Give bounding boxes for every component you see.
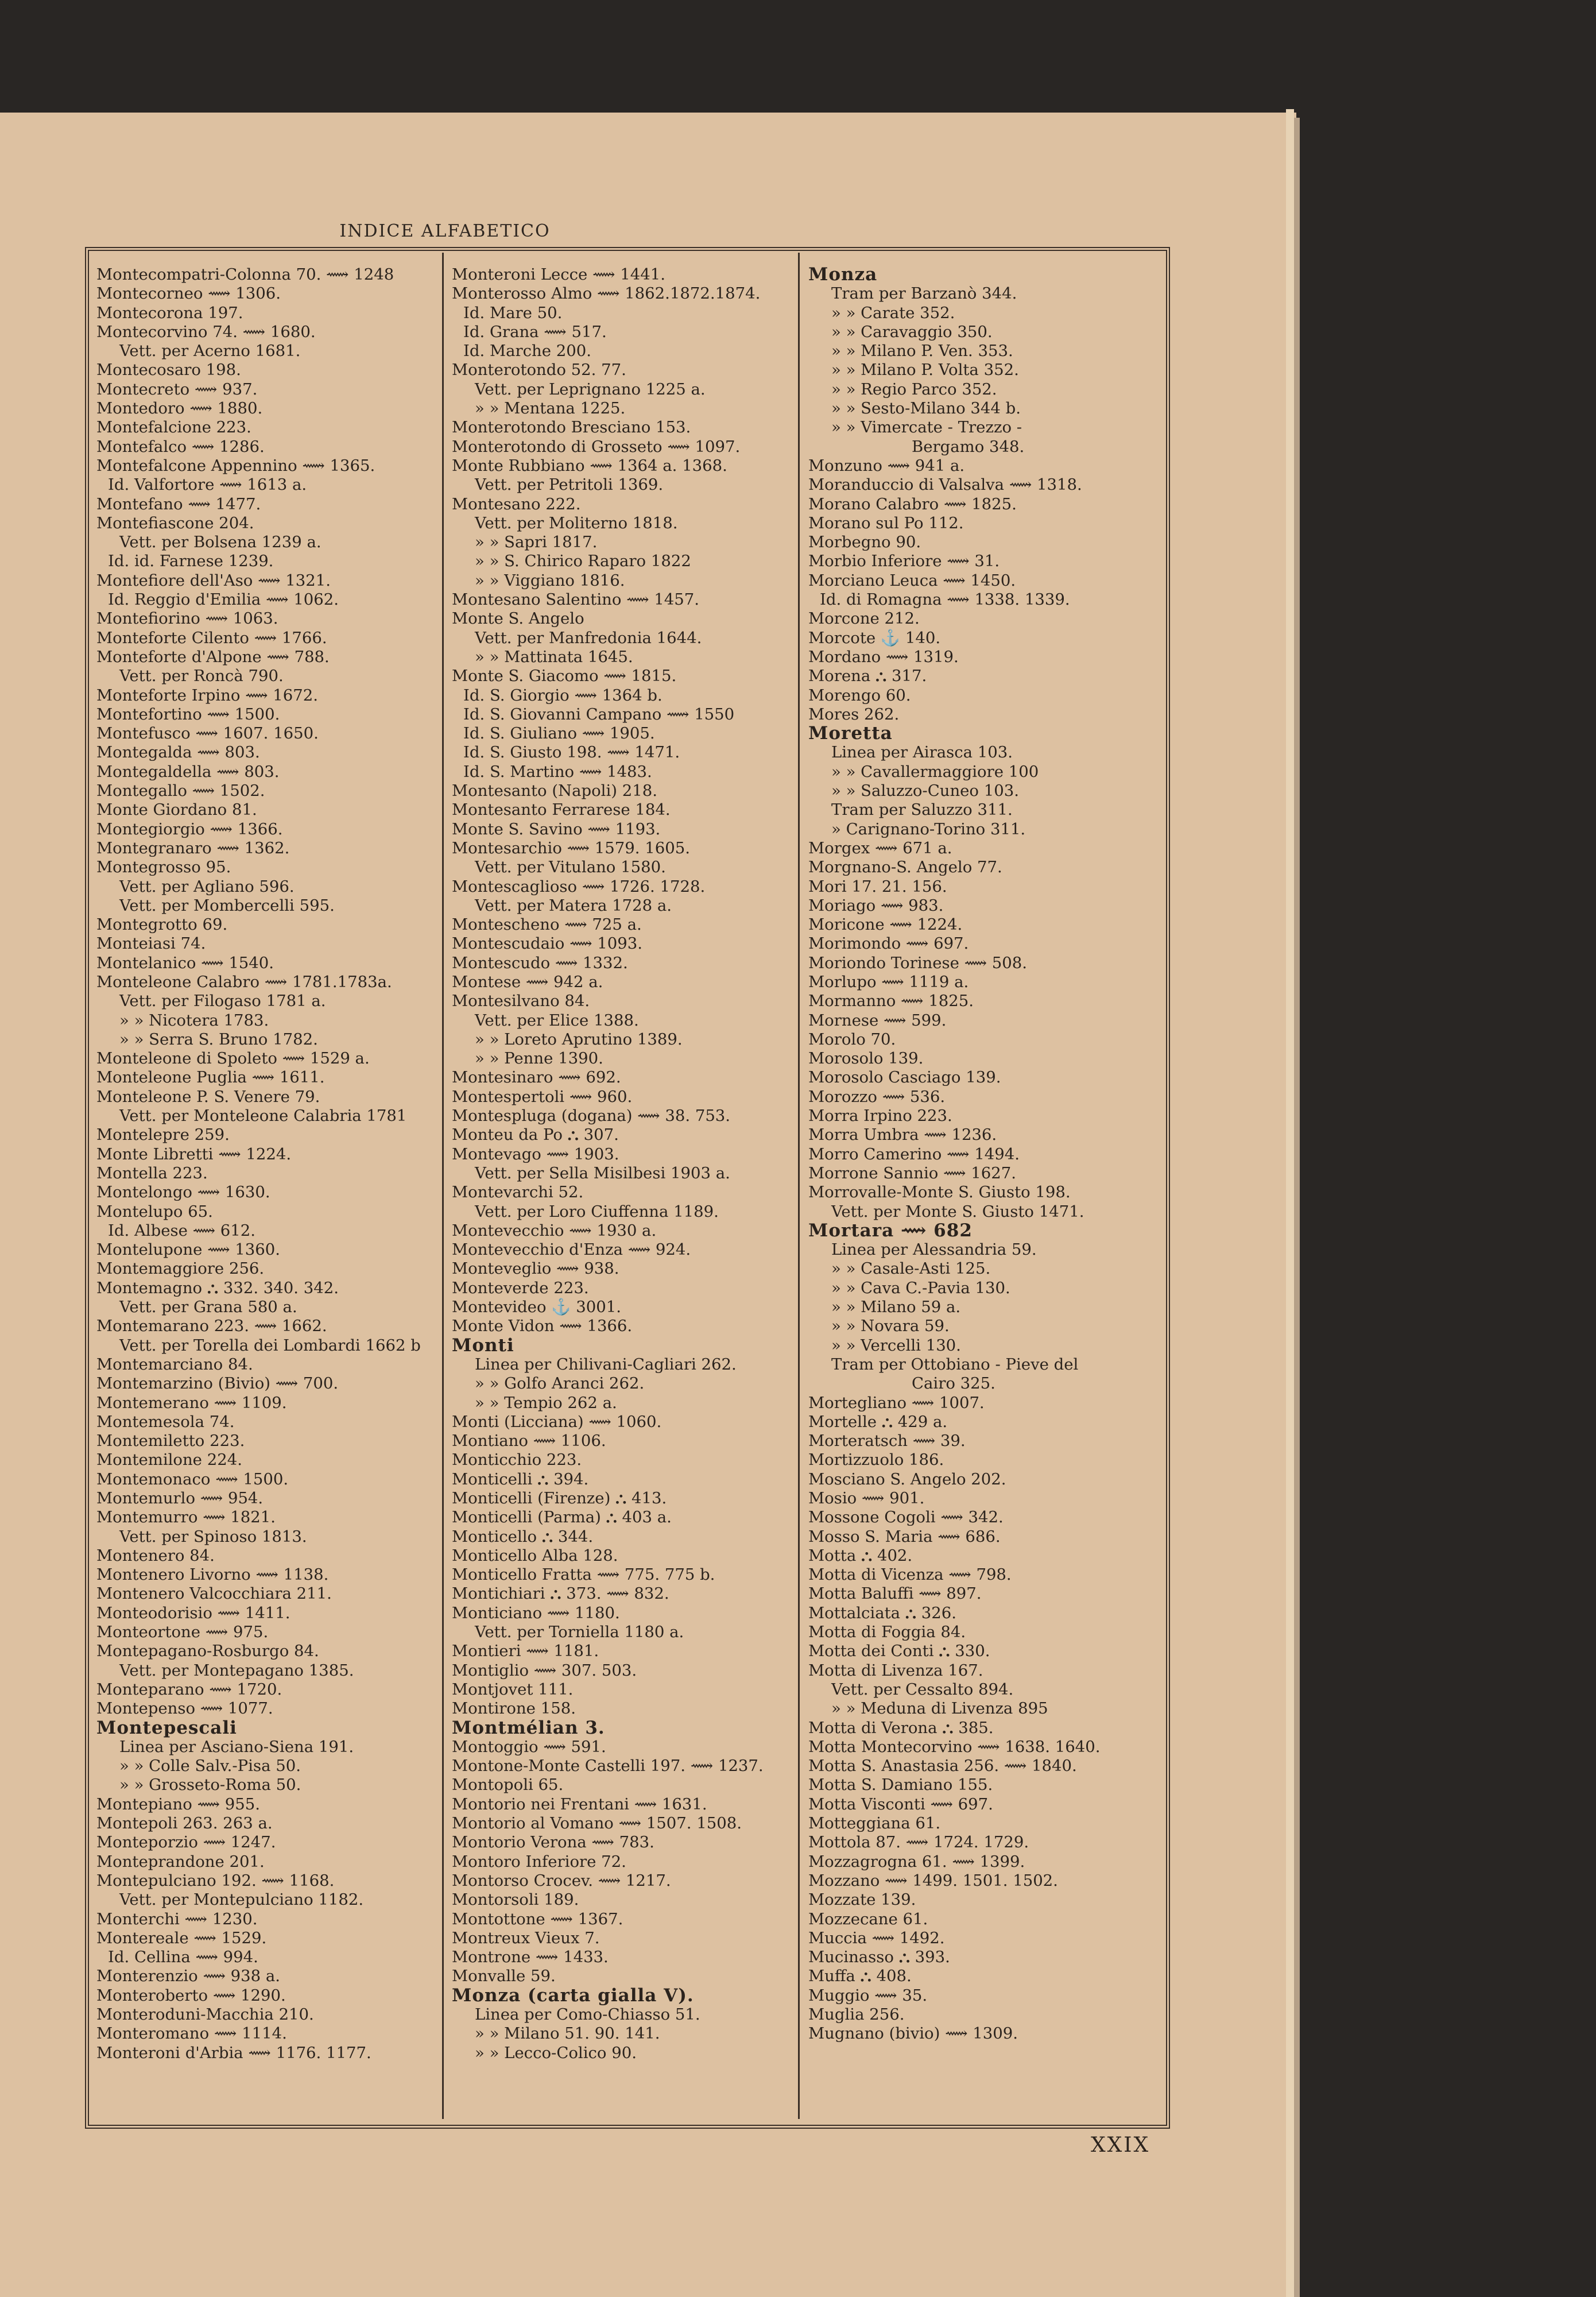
index-entry: Vett. per Bolsena 1239 a. <box>119 533 321 552</box>
index-entry: Morano Calabro ⟿ 1825. <box>808 494 1017 513</box>
index-entry: Monteleone Calabro ⟿ 1781.1783a. <box>96 972 392 991</box>
index-entry: Monteveglio ⟿ 938. <box>452 1259 619 1278</box>
index-entry: Montesanto Ferrarese 184. <box>452 801 671 819</box>
index-entry: Muccia ⟿ 1492. <box>808 1928 945 1947</box>
index-entry: Mucinasso ⛬ 393. <box>808 1948 950 1967</box>
index-entry: Id. Marche 200. <box>463 342 592 361</box>
index-entry: Montefalcone Appennino ⟿ 1365. <box>96 456 375 475</box>
index-entry: Muffa ⛬ 408. <box>808 1967 912 1986</box>
index-entry: » » Milano P. Volta 352. <box>831 361 1019 380</box>
index-entry: » » Saluzzo-Cuneo 103. <box>831 782 1019 801</box>
index-entry: Monteortone ⟿ 975. <box>96 1623 269 1642</box>
index-entry: » » Cava C.-Pavia 130. <box>831 1278 1010 1297</box>
index-entry: » » Carate 352. <box>831 303 955 322</box>
index-entry: Mordano ⟿ 1319. <box>808 647 959 666</box>
index-entry: Mosio ⟿ 901. <box>808 1489 925 1507</box>
index-entry: Monterotondo Bresciano 153. <box>452 418 691 437</box>
index-entry: Linea per Alessandria 59. <box>831 1240 1037 1259</box>
index-entry: Vett. per Elice 1388. <box>475 1011 639 1030</box>
index-entry: Montesano 222. <box>452 494 581 513</box>
index-entry: Mosso S. Maria ⟿ 686. <box>808 1527 1001 1546</box>
index-entry: Morosolo 139. <box>808 1049 924 1068</box>
index-entry: Montegrotto 69. <box>96 915 228 934</box>
index-entry: Id. S. Giusto 198. ⟿ 1471. <box>463 743 680 762</box>
index-entry: Monteromano ⟿ 1114. <box>96 2024 287 2043</box>
index-entry: Montoggio ⟿ 591. <box>452 1737 606 1756</box>
index-entry: Montese ⟿ 942 a. <box>452 972 603 991</box>
index-entry: Mornese ⟿ 599. <box>808 1011 947 1030</box>
index-entry: Montepenso ⟿ 1077. <box>96 1699 273 1718</box>
index-entry: Montemilone 224. <box>96 1451 242 1470</box>
index-entry: Montedoro ⟿ 1880. <box>96 399 263 418</box>
index-entry: Morcone 212. <box>808 609 920 628</box>
index-entry: » » Milano 51. 90. 141. <box>475 2024 660 2043</box>
index-entry: Motta di Verona ⛬ 385. <box>808 1718 994 1737</box>
index-entry: Mottola 87. ⟿ 1724. 1729. <box>808 1833 1029 1852</box>
index-entry: Vett. per Spinoso 1813. <box>119 1527 307 1546</box>
index-entry: Morrone Sannio ⟿ 1627. <box>808 1163 1016 1182</box>
index-entry: Mossone Cogoli ⟿ 342. <box>808 1508 1004 1527</box>
index-entry: » » Mentana 1225. <box>475 399 626 418</box>
index-entry: Monteroberto ⟿ 1290. <box>96 1986 286 2005</box>
index-entry: Motta di Livenza 167. <box>808 1661 983 1680</box>
index-entry: Vett. per Torniella 1180 a. <box>475 1623 684 1642</box>
index-entry: Montevideo ⚓ 3001. <box>452 1298 621 1317</box>
index-entry: Montenero Valcocchiara 211. <box>96 1584 332 1603</box>
index-entry: Montegallo ⟿ 1502. <box>96 782 265 801</box>
index-entry: Id. Mare 50. <box>463 303 563 322</box>
index-entry: Monteforte Cilento ⟿ 1766. <box>96 628 327 647</box>
index-entry: Morbegno 90. <box>808 533 921 552</box>
index-entry: Id. Albese ⟿ 612. <box>108 1221 256 1240</box>
column-rule <box>442 253 444 2119</box>
index-entry: » » Novara 59. <box>831 1317 950 1336</box>
index-entry: Monticelli ⛬ 394. <box>452 1470 589 1488</box>
index-entry: Montecorneo ⟿ 1306. <box>96 284 281 303</box>
index-entry: Id. Reggio d'Emilia ⟿ 1062. <box>108 590 339 609</box>
index-entry: Montepiano ⟿ 955. <box>96 1795 260 1813</box>
index-entry: Mortizzuolo 186. <box>808 1451 944 1470</box>
index-entry: Mottalciata ⛬ 326. <box>808 1603 957 1622</box>
index-entry: Mori 17. 21. 156. <box>808 877 947 896</box>
index-entry: Montesanto (Napoli) 218. <box>452 782 657 801</box>
index-entry: Id. Cellina ⟿ 994. <box>108 1948 258 1967</box>
index-entry: Motta di Foggia 84. <box>808 1623 966 1642</box>
index-entry: Montemiletto 223. <box>96 1432 245 1451</box>
index-heading: Montmélian 3. <box>452 1718 605 1738</box>
index-entry: Montefalco ⟿ 1286. <box>96 437 265 456</box>
index-entry: Morra Irpino 223. <box>808 1107 952 1126</box>
index-entry: Id. S. Giovanni Campano ⟿ 1550 <box>463 705 735 724</box>
index-entry: Montevecchio ⟿ 1930 a. <box>452 1221 657 1240</box>
index-entry: Moranduccio di Valsalva ⟿ 1318. <box>808 475 1082 494</box>
index-entry: Montecompatri-Colonna 70. ⟿ 1248 <box>96 265 394 284</box>
index-entry: » » Sapri 1817. <box>475 533 598 552</box>
index-entry: » » Grosseto-Roma 50. <box>119 1776 301 1795</box>
index-entry: Vett. per Filogaso 1781 a. <box>119 992 326 1011</box>
index-entry: Tram per Barzanò 344. <box>831 284 1017 303</box>
index-entry: Montemarzino (Bivio) ⟿ 700. <box>96 1374 339 1393</box>
index-entry: Montelupo 65. <box>96 1202 213 1221</box>
index-entry: Morbio Inferiore ⟿ 31. <box>808 552 1000 571</box>
index-entry: Monticchio 223. <box>452 1451 582 1470</box>
index-entry: » » Colle Salv.-Pisa 50. <box>119 1757 301 1776</box>
index-entry: Montenero Livorno ⟿ 1138. <box>96 1565 329 1584</box>
index-entry: Vett. per Grana 580 a. <box>119 1298 297 1317</box>
index-entry: Montevarchi 52. <box>452 1183 584 1202</box>
index-heading: Monza (carta gialla V). <box>452 1986 694 2006</box>
index-entry: Morcote ⚓ 140. <box>808 628 941 647</box>
index-entry: Montescudo ⟿ 1332. <box>452 953 628 972</box>
page-edge <box>1286 109 1294 2297</box>
index-heading: Mortara ⟿ 682 <box>808 1221 973 1241</box>
index-entry: Motta S. Damiano 155. <box>808 1776 993 1795</box>
index-entry: Cairo 325. <box>912 1374 995 1393</box>
index-entry: Montorso Crocev. ⟿ 1217. <box>452 1871 671 1890</box>
index-entry: Linea per Chilivani-Cagliari 262. <box>475 1355 737 1374</box>
index-entry: Montefalcione 223. <box>96 418 251 437</box>
index-entry: » » Milano P. Ven. 353. <box>831 342 1013 361</box>
index-entry: Id. id. Farnese 1239. <box>108 552 274 571</box>
index-entry: Monteforte d'Alpone ⟿ 788. <box>96 647 330 666</box>
index-entry: Vett. per Torella dei Lombardi 1662 b <box>119 1336 421 1355</box>
index-entry: Montiglio ⟿ 307. 503. <box>452 1661 637 1680</box>
index-entry: » » Milano 59 a. <box>831 1298 961 1317</box>
index-entry: Montecosaro 198. <box>96 361 241 380</box>
index-entry: » » Vercelli 130. <box>831 1336 961 1355</box>
index-entry: Monticello Alba 128. <box>452 1546 618 1565</box>
index-entry: Mozzagrogna 61. ⟿ 1399. <box>808 1852 1025 1871</box>
index-entry: Monteverde 223. <box>452 1278 589 1297</box>
index-entry: Mortelle ⛬ 429 a. <box>808 1412 948 1431</box>
index-entry: Monzuno ⟿ 941 a. <box>808 456 965 475</box>
index-entry: Mozzate 139. <box>808 1890 916 1909</box>
index-entry: Montella 223. <box>96 1163 208 1182</box>
index-entry: Monticelli (Firenze) ⛬ 413. <box>452 1489 667 1507</box>
index-entry: Vett. per Loro Ciuffenna 1189. <box>475 1202 719 1221</box>
index-entry: Montemarciano 84. <box>96 1355 253 1374</box>
index-entry: Montescheno ⟿ 725 a. <box>452 915 642 934</box>
index-entry: Vett. per Roncà 790. <box>119 667 284 686</box>
index-entry: Montrone ⟿ 1433. <box>452 1948 609 1967</box>
index-entry: Montegranaro ⟿ 1362. <box>96 838 290 857</box>
index-entry: » » Nicotera 1783. <box>119 1011 269 1030</box>
index-entry: Montemonaco ⟿ 1500. <box>96 1470 289 1488</box>
index-entry: Mosciano S. Angelo 202. <box>808 1470 1006 1488</box>
index-entry: Montichiari ⛬ 373. ⟿ 832. <box>452 1584 669 1603</box>
index-entry: » » Tempio 262 a. <box>475 1393 617 1412</box>
index-entry: Montemerano ⟿ 1109. <box>96 1393 287 1412</box>
index-entry: Montefiorino ⟿ 1063. <box>96 609 278 628</box>
index-entry: Montegalda ⟿ 803. <box>96 743 260 762</box>
index-entry: Monticelli (Parma) ⛬ 403 a. <box>452 1508 672 1527</box>
index-entry: » » Viggiano 1816. <box>475 571 625 590</box>
index-entry: Montefusco ⟿ 1607. 1650. <box>96 724 319 743</box>
index-entry: Montenero 84. <box>96 1546 215 1565</box>
index-entry: Morciano Leuca ⟿ 1450. <box>808 571 1016 590</box>
page-edge-shadow <box>1294 118 1300 2297</box>
index-entry: Montelongo ⟿ 1630. <box>96 1183 270 1202</box>
index-entry: Montemarano 223. ⟿ 1662. <box>96 1317 327 1336</box>
index-column-2 <box>452 265 802 2103</box>
index-entry: Motta ⛬ 402. <box>808 1546 913 1565</box>
index-entry: Monvalle 59. <box>452 1967 556 1986</box>
index-entry: Motta Montecorvino ⟿ 1638. 1640. <box>808 1737 1101 1756</box>
index-entry: Montelupone ⟿ 1360. <box>96 1240 281 1259</box>
index-heading: Monti <box>452 1336 514 1355</box>
index-entry: Montoro Inferiore 72. <box>452 1852 626 1871</box>
index-entry: Linea per Asciano-Siena 191. <box>119 1737 354 1756</box>
index-entry: Montefiore dell'Aso ⟿ 1321. <box>96 571 331 590</box>
index-entry: Montespertoli ⟿ 960. <box>452 1087 633 1106</box>
index-heading: Montepescali <box>96 1718 237 1738</box>
page-number: XXIX <box>1091 2133 1150 2157</box>
index-entry: Montesinaro ⟿ 692. <box>452 1068 621 1087</box>
index-entry: Linea per Airasca 103. <box>831 743 1013 762</box>
index-entry: Monte S. Angelo <box>452 609 584 628</box>
index-entry: Morra Umbra ⟿ 1236. <box>808 1126 997 1144</box>
index-entry: » » Loreto Aprutino 1389. <box>475 1030 683 1049</box>
index-entry: Vett. per Manfredonia 1644. <box>475 628 702 647</box>
index-entry: Montereale ⟿ 1529. <box>96 1928 267 1947</box>
index-column-3 <box>808 265 1159 2103</box>
index-entry: Vett. per Petritoli 1369. <box>475 475 664 494</box>
index-entry: Monteporzio ⟿ 1247. <box>96 1833 276 1852</box>
index-entry: » » Caravaggio 350. <box>831 322 993 341</box>
index-entry: Monteu da Po ⛬ 307. <box>452 1126 619 1144</box>
index-entry: Montone-Monte Castelli 197. ⟿ 1237. <box>452 1757 764 1776</box>
index-entry: Montegrosso 95. <box>96 858 231 877</box>
index-entry: » » Mattinata 1645. <box>475 647 633 666</box>
index-entry: Motta S. Anastasia 256. ⟿ 1840. <box>808 1757 1077 1776</box>
index-entry: Monterotondo 52. 77. <box>452 361 626 380</box>
index-entry: Morena ⛬ 317. <box>808 667 927 686</box>
index-entry: Monteparano ⟿ 1720. <box>96 1680 282 1699</box>
index-entry: Id. S. Giorgio ⟿ 1364 b. <box>463 686 663 705</box>
index-entry: » » Penne 1390. <box>475 1049 603 1068</box>
index-entry: Monticello Fratta ⟿ 775. 775 b. <box>452 1565 715 1584</box>
index-entry: Montemaggiore 256. <box>96 1259 265 1278</box>
index-entry: Monte Giordano 81. <box>96 801 257 819</box>
index-entry: Morimondo ⟿ 697. <box>808 934 969 953</box>
index-entry: Monteroduni-Macchia 210. <box>96 2005 314 2024</box>
index-entry: Monte S. Giacomo ⟿ 1815. <box>452 667 677 686</box>
index-entry: Morozzo ⟿ 536. <box>808 1087 946 1106</box>
index-entry: Montirone 158. <box>452 1699 576 1718</box>
index-entry: » Carignano-Torino 311. <box>831 819 1026 838</box>
index-entry: Montjovet 111. <box>452 1680 574 1699</box>
index-entry: Monterenzio ⟿ 938 a. <box>96 1967 280 1986</box>
index-entry: Vett. per Monteleone Calabria 1781 <box>119 1107 407 1126</box>
index-entry: » » Vimercate - Trezzo - <box>831 418 1022 437</box>
index-entry: Montegiorgio ⟿ 1366. <box>96 819 283 838</box>
index-entry: Vett. per Matera 1728 a. <box>475 896 672 915</box>
index-entry: Vett. per Mombercelli 595. <box>119 896 335 915</box>
index-entry: Montelanico ⟿ 1540. <box>96 953 274 972</box>
index-entry: Monti (Licciana) ⟿ 1060. <box>452 1412 662 1431</box>
index-entry: Mozzecane 61. <box>808 1909 928 1928</box>
index-entry: Vett. per Moliterno 1818. <box>475 513 678 532</box>
index-entry: Morosolo Casciago 139. <box>808 1068 1001 1087</box>
index-entry: Vett. per Acerno 1681. <box>119 342 301 361</box>
index-entry: Vett. per Monte S. Giusto 1471. <box>831 1202 1084 1221</box>
index-entry: Montevago ⟿ 1903. <box>452 1144 619 1163</box>
index-entry: Vett. per Montepulciano 1182. <box>119 1890 364 1909</box>
index-entry: Monticello ⛬ 344. <box>452 1527 594 1546</box>
index-entry: Montescaglioso ⟿ 1726. 1728. <box>452 877 706 896</box>
index-entry: » » Golfo Aranci 262. <box>475 1374 645 1393</box>
index-entry: Montefano ⟿ 1477. <box>96 494 261 513</box>
index-entry: Monteleone Puglia ⟿ 1611. <box>96 1068 325 1087</box>
index-entry: Montorio Verona ⟿ 783. <box>452 1833 654 1852</box>
index-heading: Monza <box>808 265 878 285</box>
index-entry: Montemurlo ⟿ 954. <box>96 1489 264 1507</box>
index-entry: Monteleone P. S. Venere 79. <box>96 1087 320 1106</box>
index-entry: Tram per Ottobiano - Pieve del <box>831 1355 1079 1374</box>
index-entry: Tram per Saluzzo 311. <box>831 801 1013 819</box>
index-entry: Morlupo ⟿ 1119 a. <box>808 972 969 991</box>
index-entry: Montepulciano 192. ⟿ 1168. <box>96 1871 335 1890</box>
index-entry: Motta Visconti ⟿ 697. <box>808 1795 993 1813</box>
index-entry: Montemurro ⟿ 1821. <box>96 1508 276 1527</box>
index-entry: Morengo 60. <box>808 686 911 705</box>
index-entry: Montreux Vieux 7. <box>452 1928 600 1947</box>
index-entry: Montemesola 74. <box>96 1412 235 1431</box>
index-entry: Motteggiana 61. <box>808 1814 941 1833</box>
index-entry: Vett. per Leprignano 1225 a. <box>475 380 706 399</box>
index-entry: Linea per Como-Chiasso 51. <box>475 2005 700 2024</box>
index-entry: Montecreto ⟿ 937. <box>96 380 258 399</box>
index-entry: Vett. per Agliano 596. <box>119 877 295 896</box>
index-entry: Montiano ⟿ 1106. <box>452 1432 606 1451</box>
index-entry: Moriondo Torinese ⟿ 508. <box>808 953 1028 972</box>
index-entry: Montesarchio ⟿ 1579. 1605. <box>452 838 690 857</box>
index-entry: Montieri ⟿ 1181. <box>452 1642 599 1661</box>
index-entry: Id. Valfortore ⟿ 1613 a. <box>108 475 307 494</box>
index-entry: Id. Grana ⟿ 517. <box>463 322 607 341</box>
index-entry: Montelepre 259. <box>96 1126 230 1144</box>
index-entry: Montemagno ⛬ 332. 340. 342. <box>96 1278 339 1297</box>
index-entry: Montefortino ⟿ 1500. <box>96 705 280 724</box>
index-entry: Monteroni Lecce ⟿ 1441. <box>452 265 665 284</box>
index-entry: Monterchi ⟿ 1230. <box>96 1909 258 1928</box>
index-entry: Montorio al Vomano ⟿ 1507. 1508. <box>452 1814 742 1833</box>
index-entry: Mores 262. <box>808 705 900 724</box>
index-entry: Id. S. Martino ⟿ 1483. <box>463 762 652 781</box>
running-head: INDICE ALFABETICO <box>339 221 551 241</box>
index-heading: Moretta <box>808 724 893 744</box>
index-entry: Monticiano ⟿ 1180. <box>452 1603 620 1622</box>
index-entry: Morgnano-S. Angelo 77. <box>808 858 1002 877</box>
index-entry: Montopoli 65. <box>452 1776 564 1795</box>
index-entry: Muggio ⟿ 35. <box>808 1986 928 2005</box>
index-entry: Vett. per Sella Misilbesi 1903 a. <box>475 1163 730 1182</box>
index-entry: Montevecchio d'Enza ⟿ 924. <box>452 1240 691 1259</box>
index-entry: Bergamo 348. <box>912 437 1025 456</box>
index-entry: » » S. Chirico Raparo 1822 <box>475 552 691 571</box>
index-entry: Monte Libretti ⟿ 1224. <box>96 1144 292 1163</box>
index-entry: Id. S. Giuliano ⟿ 1905. <box>463 724 655 743</box>
index-entry: Vett. per Vitulano 1580. <box>475 858 666 877</box>
index-entry: Monteodorisio ⟿ 1411. <box>96 1603 290 1622</box>
index-entry: Motta dei Conti ⛬ 330. <box>808 1642 990 1661</box>
index-entry: Montottone ⟿ 1367. <box>452 1909 623 1928</box>
index-entry: Monterotondo di Grosseto ⟿ 1097. <box>452 437 741 456</box>
index-entry: Montorio nei Frentani ⟿ 1631. <box>452 1795 707 1813</box>
index-entry: Montorsoli 189. <box>452 1890 579 1909</box>
index-entry: Monte Rubbiano ⟿ 1364 a. 1368. <box>452 456 727 475</box>
index-entry: Monteleone di Spoleto ⟿ 1529 a. <box>96 1049 370 1068</box>
index-entry: Monte S. Savino ⟿ 1193. <box>452 819 661 838</box>
index-entry: Montegaldella ⟿ 803. <box>96 762 280 781</box>
index-entry: Motta Baluffi ⟿ 897. <box>808 1584 982 1603</box>
index-entry: Montesano Salentino ⟿ 1457. <box>452 590 700 609</box>
index-entry: Muglia 256. <box>808 2005 905 2024</box>
index-entry: Moricone ⟿ 1224. <box>808 915 963 934</box>
index-entry: Monterosso Almo ⟿ 1862.1872.1874. <box>452 284 761 303</box>
index-entry: Monteforte Irpino ⟿ 1672. <box>96 686 319 705</box>
index-entry: Monteiasi 74. <box>96 934 206 953</box>
index-entry: Vett. per Montepagano 1385. <box>119 1661 354 1680</box>
index-entry: Morgex ⟿ 671 a. <box>808 838 952 857</box>
index-entry: » » Lecco-Colico 90. <box>475 2043 637 2062</box>
index-entry: Id. di Romagna ⟿ 1338. 1339. <box>820 590 1070 609</box>
index-entry: Mormanno ⟿ 1825. <box>808 992 974 1011</box>
index-entry: Montefiascone 204. <box>96 513 254 532</box>
index-entry: Montecorvino 74. ⟿ 1680. <box>96 322 316 341</box>
index-entry: Monteprandone 201. <box>96 1852 265 1871</box>
index-entry: Moriago ⟿ 983. <box>808 896 944 915</box>
index-entry: » » Casale-Asti 125. <box>831 1259 991 1278</box>
index-entry: Mugnano (bivio) ⟿ 1309. <box>808 2024 1018 2043</box>
index-entry: » » Sesto-Milano 344 b. <box>831 399 1021 418</box>
index-entry: Mozzano ⟿ 1499. 1501. 1502. <box>808 1871 1058 1890</box>
index-entry: Morano sul Po 112. <box>808 513 964 532</box>
index-entry: Motta di Vicenza ⟿ 798. <box>808 1565 1012 1584</box>
index-entry: Mortegliano ⟿ 1007. <box>808 1393 985 1412</box>
index-entry: Vett. per Cessalto 894. <box>831 1680 1014 1699</box>
index-entry: Morrovalle-Monte S. Giusto 198. <box>808 1183 1071 1202</box>
index-entry: Montecorona 197. <box>96 303 243 322</box>
index-entry: Morteratsch ⟿ 39. <box>808 1432 966 1451</box>
index-entry: Montepagano-Rosburgo 84. <box>96 1642 319 1661</box>
index-entry: » » Regio Parco 352. <box>831 380 997 399</box>
index-entry: Montespluga (dogana) ⟿ 38. 753. <box>452 1107 731 1126</box>
index-column-1 <box>96 265 429 2103</box>
index-entry: Montepoli 263. 263 a. <box>96 1814 273 1833</box>
index-entry: » » Serra S. Bruno 1782. <box>119 1030 318 1049</box>
index-entry: Morro Camerino ⟿ 1494. <box>808 1144 1020 1163</box>
index-entry: Morolo 70. <box>808 1030 896 1049</box>
index-entry: » » Meduna di Livenza 895 <box>831 1699 1048 1718</box>
index-entry: Monteroni d'Arbia ⟿ 1176. 1177. <box>96 2043 371 2062</box>
index-entry: » » Cavallermaggiore 100 <box>831 762 1039 781</box>
index-entry: Montesilvano 84. <box>452 992 590 1011</box>
index-entry: Monte Vidon ⟿ 1366. <box>452 1317 633 1336</box>
index-entry: Montescudaio ⟿ 1093. <box>452 934 642 953</box>
